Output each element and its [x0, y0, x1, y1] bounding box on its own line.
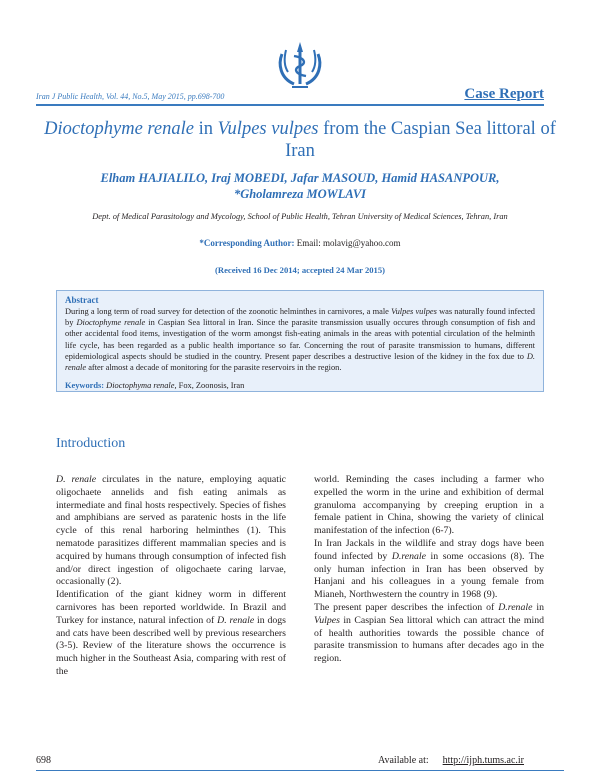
journal-url-link[interactable]: http://ijph.tums.ac.ir [442, 755, 525, 766]
title-species-1: Dioctophyme renale [44, 119, 194, 139]
c1p2a: Identification of the giant kidney worm in different carnivores has been reported worldwide. In Brazil and Turkey for instance, natural infection of [56, 589, 286, 626]
c2p2a: In Iran Jackals in the wildlife and stray dogs have been found infected by [314, 537, 544, 562]
journal-logo-icon [272, 38, 328, 94]
paragraph [314, 538, 544, 602]
c1p1a: D. renale [56, 474, 97, 485]
paragraph [314, 602, 544, 666]
received-dates: (Received 16 Dec 2014; accepted 24 Mar 2015) [215, 265, 385, 275]
corresponding-email[interactable]: Email: molavig@yahoo.com [296, 238, 401, 248]
abstract-t6: D. renale [65, 351, 535, 373]
keywords-label: Keywords: [65, 381, 105, 391]
header-divider [36, 104, 544, 106]
author-line-1: Elham HAJIALILO, Iraj MOBEDI, Jafar MASOUD, Hamid HASANPOUR, [100, 171, 500, 185]
c2p3e: in Caspian Sea littoral which can attract the mind of health authorities towards the possible chance of parasite transmission to humans after decades ago in the region. [314, 614, 544, 665]
c1p2b: D. renale [217, 614, 255, 626]
abstract-t2: Vulpes vulpes [391, 307, 437, 316]
paragraph [56, 589, 286, 679]
abstract-t1: During a long term of road survey for detection of the zoonotic helminthes in carnivores, a male [65, 307, 392, 316]
article-type-label: Case Report [464, 86, 544, 102]
paragraph: world. Reminding the cases including a farmer who expelled the worm in the urine and exhibition of dermal granuloma accompanying by creeping eruption in a female patient in China, showing the variety of clinical manifestation of the infection (6-7). [314, 474, 544, 537]
corresponding-author [36, 238, 564, 248]
paragraph [56, 474, 286, 589]
article-title [36, 118, 564, 162]
abstract-t5: in Caspian Sea littoral in Iran. Since the parasite transmission usually occures through consumption of fish and other accidental food items, investigation of the worm amongst fish-eating animals in the areas with potential circulation of the helminth life cycle, has been regarded as a public health importance so far. Concerning the rout of parasite transmission to humans, different epidemiological aspects should be studied in the country. Present paper describes a destructive lesion of the kidney in the fox due to [65, 318, 536, 361]
footer-availability [378, 755, 524, 766]
title-in: in [193, 119, 218, 139]
c2p2b: D.renale [391, 550, 427, 562]
footer-divider [36, 770, 564, 771]
keywords [65, 381, 535, 390]
abstract-t3: was naturally found infected by [65, 307, 535, 328]
c1p1b: circulates in the nature, employing aquatic oligochaete annelids and fish eating animals as intermediate and final hosts respectively. Species of fishes and amphibians are served as paratenic hosts in the life cycle of this renal harboring helminthes (1). This nematode parasitizes different mammalian species and is acquired by humans through consumption of infected fish and/or direct ingestion of oligochaete caring larvae, occasionally (2). [56, 474, 287, 588]
c2p3a: The present paper describes the infection of [314, 601, 499, 613]
c2p2c: in some occasions (8). The only human infection in Iran has been observed by Hanjani and his colleagues in a young female from Mianeh, Northwestern the country in 1968 (9). [314, 550, 544, 601]
title-species-2: Vulpes vulpes [217, 119, 319, 139]
body-column-right [314, 474, 544, 666]
affiliation: Dept. of Medical Parasitology and Mycology, School of Public Health, Tehran University of Medical Sciences, Tehran, Iran [92, 212, 508, 221]
c2p3b: D.renale [498, 601, 533, 613]
abstract-heading: Abstract [65, 295, 99, 305]
c2p3c: in [532, 601, 544, 613]
keywords-italic: Dioctophyma renale, [106, 381, 177, 391]
body-column-left [56, 474, 286, 679]
keywords-rest: Fox, Zoonosis, Iran [176, 381, 245, 391]
author-line-2: *Gholamreza MOWLAVI [233, 187, 367, 201]
author-list [36, 170, 564, 202]
available-label: Available at: [378, 755, 429, 766]
abstract-box [56, 290, 544, 392]
abstract-text [65, 306, 535, 373]
c1p2c: in dogs and cats have been described well by previous researchers (3-5). Review of the literature shows the occurrence is much higher in the Southeast Asia, comparing with rest of the [56, 614, 286, 677]
corresponding-label: *Corresponding Author: [199, 238, 295, 248]
abstract-t7: after almost a decade of monitoring for the parasite reservoirs in the region. [86, 363, 342, 373]
page-number: 698 [36, 755, 51, 766]
journal-citation: Iran J Public Health, Vol. 44, No.5, May 2015, pp.698-700 [36, 92, 225, 101]
introduction-heading: Introduction [56, 436, 126, 451]
abstract-t4: Dioctophyme renale [76, 318, 146, 328]
c2p3d: Vulpes [314, 614, 340, 626]
title-rest: from the Caspian Sea littoral of Iran [285, 119, 556, 161]
